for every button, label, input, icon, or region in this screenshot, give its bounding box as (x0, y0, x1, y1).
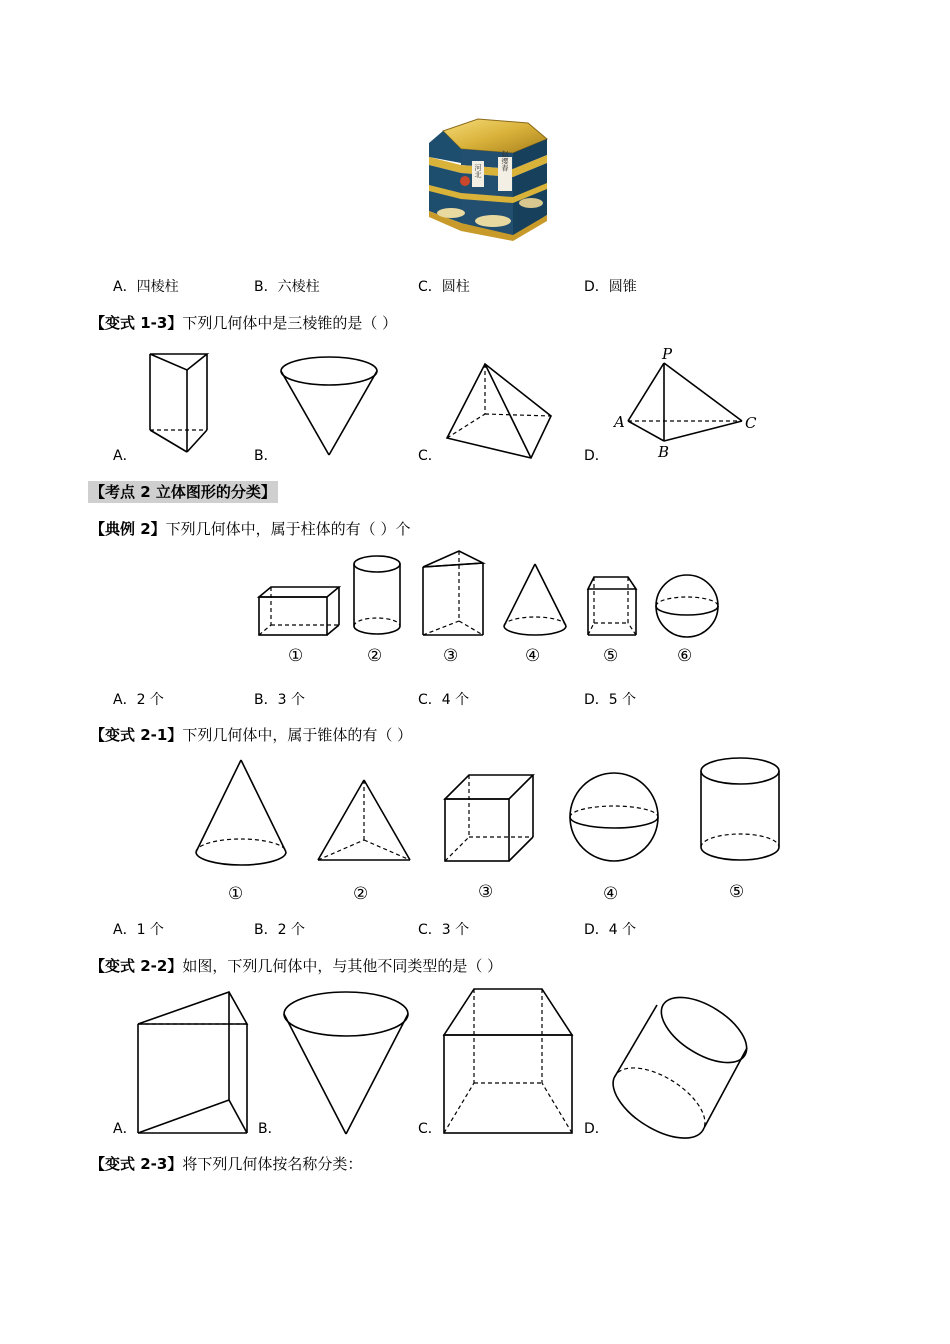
figure-number: ④ (525, 646, 541, 666)
figure-number: ⑥ (677, 646, 693, 666)
sphere-figure (654, 573, 720, 639)
svg-text:河北: 河北 (474, 164, 482, 178)
question-text: 如图，下列几何体中，与其他不同类型的是（ ） (182, 957, 503, 975)
option-a[interactable]: A．2 个 (113, 692, 164, 708)
question-prefix: 【变式 2-1】 (90, 726, 183, 744)
option-b[interactable]: B．六棱柱 (254, 279, 320, 295)
cone-figure (502, 562, 568, 638)
question-prefix: 【变式 2-3】 (90, 1155, 183, 1173)
hexagonal-box-photo (423, 113, 553, 243)
option-a[interactable]: A． (113, 448, 137, 464)
svg-text:赵缨春: 赵缨春 (501, 150, 509, 172)
section-heading: 【考点 2 立体图形的分类】 (90, 483, 276, 501)
option-c[interactable]: C． (418, 1121, 442, 1137)
option-c[interactable]: C．4 个 (418, 692, 470, 708)
option-a[interactable]: A．四棱柱 (113, 279, 179, 295)
question-variant-1-3 (90, 313, 397, 333)
point-label-a: A (614, 413, 625, 431)
cone-figure (194, 758, 288, 868)
point-label-b: B (658, 443, 670, 461)
question-text: 下列几何体中，属于锥体的有（ ） (182, 726, 413, 744)
cuboid-figure (257, 585, 342, 637)
cube-figure (443, 773, 535, 863)
option-d[interactable]: D．圆锥 (584, 279, 637, 295)
figure-number: ② (353, 884, 369, 904)
option-a[interactable]: A． (113, 1121, 137, 1137)
tetrahedron-pabc-figure (612, 345, 762, 460)
option-d[interactable]: D．4 个 (584, 922, 637, 938)
option-c[interactable]: C．3 个 (418, 922, 470, 938)
question-text: 下列几何体中是三棱锥的是（ ） (182, 314, 398, 332)
question-prefix: 【变式 2-2】 (90, 957, 183, 975)
question-text: 将下列几何体按名称分类： (182, 1155, 363, 1173)
option-b[interactable]: B．2 个 (254, 922, 305, 938)
option-c[interactable]: C．圆柱 (418, 279, 470, 295)
figure-number: ⑤ (603, 646, 619, 666)
figure-number: ① (288, 646, 304, 666)
tilted-cylinder-figure (608, 988, 752, 1136)
question-variant-2-3 (90, 1154, 362, 1174)
option-b[interactable]: B．3 个 (254, 692, 305, 708)
figure-number: ② (367, 646, 383, 666)
triangular-prism-figure (145, 352, 215, 452)
figure-number: ③ (443, 646, 459, 666)
question-variant-2-1 (90, 725, 412, 745)
triangular-prism-figure (421, 549, 485, 637)
inverted-cone-figure (282, 990, 410, 1136)
option-d[interactable]: D． (584, 448, 609, 464)
option-d[interactable]: D． (584, 1121, 609, 1137)
question-prefix: 【变式 1-3】 (90, 314, 183, 332)
cylinder-figure (352, 554, 402, 636)
figure-number: ④ (603, 884, 619, 904)
option-d[interactable]: D．5 个 (584, 692, 637, 708)
question-text: 下列几何体中，属于柱体的有（ ）个 (165, 520, 411, 538)
cylinder-figure (699, 755, 781, 865)
point-label-c: C (745, 414, 757, 432)
option-b[interactable]: B． (254, 448, 278, 464)
figure-number: ⑤ (729, 882, 745, 902)
option-b[interactable]: B． (258, 1121, 282, 1137)
question-example-2 (90, 519, 410, 539)
inverted-cone-figure (279, 355, 379, 455)
frustum-figure (442, 987, 574, 1135)
square-pyramid-figure (445, 362, 555, 462)
triangular-pyramid-figure (316, 778, 412, 862)
sphere-figure (568, 771, 660, 863)
option-c[interactable]: C． (418, 448, 442, 464)
question-variant-2-2 (90, 956, 502, 976)
triangular-prism-figure (135, 990, 251, 1136)
figure-number: ① (228, 884, 244, 904)
figure-number: ③ (478, 882, 494, 902)
option-a[interactable]: A．1 个 (113, 922, 164, 938)
point-label-p: P (662, 345, 673, 363)
frustum-figure (586, 575, 638, 637)
question-prefix: 【典例 2】 (90, 520, 166, 538)
